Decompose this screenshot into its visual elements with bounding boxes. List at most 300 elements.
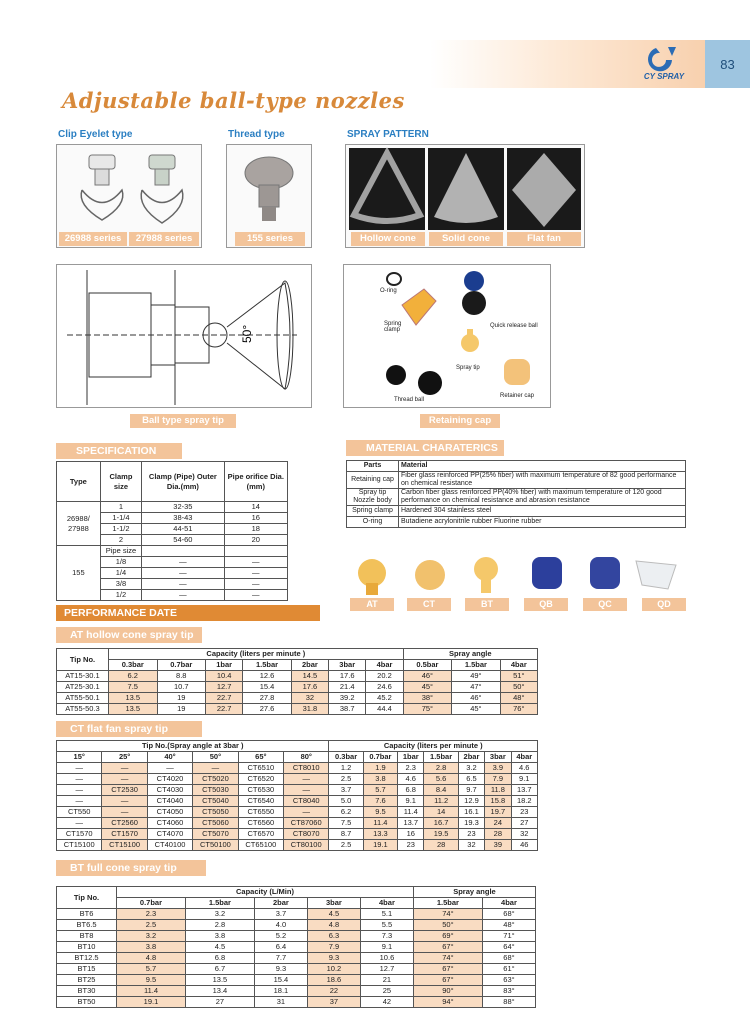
pressure-header: 4bar <box>511 752 537 763</box>
table-cell: 38-43 <box>142 513 224 524</box>
table-cell: 10.6 <box>360 953 413 964</box>
table-cell: 38° <box>403 693 452 704</box>
table-cell: 10.2 <box>307 964 360 975</box>
material-part: O-ring <box>347 517 399 528</box>
table-cell: 18.6 <box>307 975 360 986</box>
table-cell: 49° <box>452 671 501 682</box>
table-cell: 3.8 <box>117 942 186 953</box>
table-cell: 48° <box>482 920 535 931</box>
table-cell: — <box>224 568 287 579</box>
table-cell: 15.8 <box>485 796 511 807</box>
table-cell: BT15 <box>57 964 117 975</box>
table-cell: 9.1 <box>360 942 413 953</box>
table-cell: BT6 <box>57 909 117 920</box>
angle-header: 50° <box>193 752 238 763</box>
table-cell: CT1570 <box>57 829 102 840</box>
table-cell: — <box>284 785 329 796</box>
table-cell: — <box>224 579 287 590</box>
table-cell: 9.3 <box>254 964 307 975</box>
table-cell: 7.9 <box>307 942 360 953</box>
table-row <box>57 986 536 997</box>
table-cell: 9.1 <box>398 796 424 807</box>
table-cell: 45° <box>403 682 452 693</box>
table-cell: 32-35 <box>142 502 224 513</box>
table-row <box>57 953 536 964</box>
table-cell: CT8070 <box>284 829 329 840</box>
table-row <box>57 920 536 931</box>
table-cell: 5.6 <box>424 774 458 785</box>
table-row <box>57 909 536 920</box>
caption-solid: Solid cone <box>429 232 503 246</box>
table-cell: 25 <box>360 986 413 997</box>
material-part: Spring clamp <box>347 506 399 517</box>
table-row <box>57 975 536 986</box>
table-cell: 9.7 <box>458 785 484 796</box>
table-cell: 22.7 <box>206 704 243 715</box>
table-cell: 64° <box>482 942 535 953</box>
caption-hollow: Hollow cone <box>351 232 425 246</box>
clip-eyelet-label: Clip Eyelet type <box>58 129 133 140</box>
table-cell: 6.8 <box>398 785 424 796</box>
table-cell: 1-1/2 <box>100 524 141 535</box>
table-cell: BT8 <box>57 931 117 942</box>
table-cell: CT6540 <box>238 796 283 807</box>
table-cell: 12.7 <box>206 682 243 693</box>
table-cell: CT4040 <box>147 796 192 807</box>
table-cell: 5.2 <box>254 931 307 942</box>
table-cell: CT15100 <box>57 840 102 851</box>
table-cell: 9.5 <box>117 975 186 986</box>
table-cell: 45° <box>452 704 501 715</box>
table-cell: 6.4 <box>254 942 307 953</box>
pressure-header: 1.5bar <box>413 898 482 909</box>
caption-26988: 26988 series <box>59 232 127 246</box>
clip-eyelet-image <box>57 145 201 233</box>
table-cell: 47° <box>452 682 501 693</box>
pressure-header: 1bar <box>398 752 424 763</box>
table-cell: 11.4 <box>117 986 186 997</box>
at-title: AT hollow cone spray tip <box>56 627 202 643</box>
material-desc: Fiber glass reinforced PP(25% fiber) with maximum temperature of 82 good performance on chemical resistance <box>399 472 686 489</box>
table-cell: 2.5 <box>329 840 363 851</box>
table-cell: 18 <box>224 524 287 535</box>
spray-pattern-images <box>346 145 584 233</box>
table-row <box>57 785 538 796</box>
pressure-header: 4bar <box>500 660 537 671</box>
table-cell: 4.8 <box>117 953 186 964</box>
caption-ball-tip: Ball type spray tip <box>130 414 236 428</box>
table-cell: — <box>193 763 238 774</box>
bt-angle-header: Spray angle <box>413 887 535 898</box>
pressure-header: 1.5bar <box>452 660 501 671</box>
table-cell: 19.3 <box>458 818 484 829</box>
spray-pattern-label: SPRAY PATTERN <box>347 129 429 140</box>
caption-27988: 27988 series <box>129 232 199 246</box>
table-cell: 21 <box>360 975 413 986</box>
table-cell: 13.3 <box>363 829 397 840</box>
table-row <box>57 942 536 953</box>
table-cell: 19 <box>157 704 206 715</box>
tip-gallery <box>346 551 686 613</box>
table-cell: 16 <box>224 513 287 524</box>
material-part: Retaining cap <box>347 472 399 489</box>
table-cell: 28 <box>424 840 458 851</box>
table-cell: 37 <box>307 997 360 1008</box>
page-title: Adjustable ball-type nozzles <box>62 88 405 113</box>
table-cell: 14 <box>424 807 458 818</box>
pressure-header: 4bar <box>366 660 403 671</box>
tip-label-ct: CT <box>407 598 451 611</box>
table-cell: CT4060 <box>147 818 192 829</box>
table-cell: 5.5 <box>360 920 413 931</box>
table-cell: 20 <box>224 535 287 546</box>
pressure-header: 0.3bar <box>109 660 158 671</box>
table-cell: — <box>224 557 287 568</box>
table-cell: 8.7 <box>329 829 363 840</box>
pressure-header: 4bar <box>482 898 535 909</box>
bt-table <box>56 886 536 1008</box>
table-cell: 31.8 <box>291 704 328 715</box>
table-cell: 8.4 <box>424 785 458 796</box>
angle-header: 65° <box>238 752 283 763</box>
table-cell: 18.1 <box>254 986 307 997</box>
table-cell: 13.4 <box>185 986 254 997</box>
table-cell: 2.8 <box>185 920 254 931</box>
table-cell: 13.5 <box>109 693 158 704</box>
clip-eyelet-photo <box>56 144 202 248</box>
table-row <box>57 931 536 942</box>
table-cell: 11.4 <box>363 818 397 829</box>
table-cell: 13.5 <box>109 704 158 715</box>
table-cell: CT6510 <box>238 763 283 774</box>
table-cell: 68° <box>482 953 535 964</box>
table-cell: 2.5 <box>329 774 363 785</box>
table-cell: 20.2 <box>366 671 403 682</box>
bt-title: BT full cone spray tip <box>56 860 206 876</box>
at-tip-header: Tip No. <box>57 649 109 671</box>
table-cell: 5.7 <box>363 785 397 796</box>
table-cell: 54-60 <box>142 535 224 546</box>
table-cell: CT6550 <box>238 807 283 818</box>
table-cell: CT4050 <box>147 807 192 818</box>
page-number: 83 <box>705 40 750 88</box>
table-cell: 19 <box>157 693 206 704</box>
table-cell: 10.4 <box>206 671 243 682</box>
table-cell: 32 <box>458 840 484 851</box>
table-cell: 14 <box>224 502 287 513</box>
spray-angle-label: 50° <box>240 324 254 343</box>
table-cell: — <box>57 785 102 796</box>
table-cell: CT6520 <box>238 774 283 785</box>
table-cell: 17.6 <box>291 682 328 693</box>
table-row <box>57 796 538 807</box>
table-cell: 1-1/4 <box>100 513 141 524</box>
table-cell: CT4030 <box>147 785 192 796</box>
table-cell: BT50 <box>57 997 117 1008</box>
table-cell: 4.6 <box>398 774 424 785</box>
angle-header: 15° <box>57 752 102 763</box>
table-cell: CT5070 <box>193 829 238 840</box>
table-cell: 19.5 <box>424 829 458 840</box>
cy-spray-logo <box>628 44 700 84</box>
table-cell: CT15100 <box>102 840 147 851</box>
table-cell: CT6560 <box>238 818 283 829</box>
pressure-header: 2bar <box>291 660 328 671</box>
thread-type-label: Thread type <box>228 129 285 140</box>
table-cell: CT550 <box>57 807 102 818</box>
table-cell: 94° <box>413 997 482 1008</box>
table-cell: 23 <box>398 840 424 851</box>
table-cell: 67° <box>413 964 482 975</box>
table-cell: 4.5 <box>185 942 254 953</box>
performance-title: PERFORMANCE DATE <box>56 605 320 621</box>
label-oring: O-ring <box>380 288 397 294</box>
table-cell: — <box>57 774 102 785</box>
table-cell: 13.7 <box>511 785 537 796</box>
pipe-size-label: Pipe size <box>100 546 141 557</box>
pressure-header: 4bar <box>360 898 413 909</box>
table-cell: 4.8 <box>307 920 360 931</box>
table-cell: 16.1 <box>458 807 484 818</box>
table-row <box>57 774 538 785</box>
table-cell: 90° <box>413 986 482 997</box>
table-row <box>57 763 538 774</box>
table-cell: — <box>284 807 329 818</box>
table-cell: — <box>102 763 147 774</box>
label-spraytip: Spray tip <box>456 365 480 371</box>
table-cell: BT6.5 <box>57 920 117 931</box>
table-row <box>57 840 538 851</box>
pressure-header: 2bar <box>458 752 484 763</box>
table-cell: — <box>142 568 224 579</box>
logo-mark-icon <box>628 44 700 74</box>
ct-tip-header: Tip No.(Spray angle at 3bar ) <box>57 741 329 752</box>
pressure-header: 1.5bar <box>243 660 292 671</box>
tip-label-bt: BT <box>465 598 509 611</box>
pressure-header: 1bar <box>206 660 243 671</box>
tip-label-qc: QC <box>583 598 627 611</box>
table-cell: AT25-30.1 <box>57 682 109 693</box>
material-header: Parts <box>347 461 399 472</box>
ct-capacity-header: Capacity (liters per minute ) <box>329 741 538 752</box>
material-title: MATERIAL CHARATERICS <box>346 440 504 456</box>
table-cell: CT40100 <box>147 840 192 851</box>
thread-nozzle-image <box>227 145 311 233</box>
spec-header: Clamp (Pipe) Outer Dia.(mm) <box>142 462 224 502</box>
table-cell: 39.2 <box>329 693 366 704</box>
table-cell: 44.4 <box>366 704 403 715</box>
table-cell: 6.2 <box>329 807 363 818</box>
tip-label-at: AT <box>350 598 394 611</box>
table-cell: 18.2 <box>511 796 537 807</box>
table-cell: 14.5 <box>291 671 328 682</box>
table-cell: CT4020 <box>147 774 192 785</box>
material-desc: Carbon fiber glass reinforced PP(40% fiber) with maximum temperature of 120 good performance on chemical resistance and abrasion resistance <box>399 489 686 506</box>
spray-pattern-photo <box>345 144 585 248</box>
table-cell: 44-51 <box>142 524 224 535</box>
table-cell: 3.2 <box>117 931 186 942</box>
table-cell: 19.7 <box>485 807 511 818</box>
table-cell: 12.7 <box>360 964 413 975</box>
table-row <box>57 818 538 829</box>
table-cell: 19.1 <box>363 840 397 851</box>
table-cell: 7.9 <box>485 774 511 785</box>
table-row <box>57 807 538 818</box>
table-cell: CT8010 <box>284 763 329 774</box>
table-cell: 38.7 <box>329 704 366 715</box>
table-cell: — <box>102 796 147 807</box>
table-cell: 22 <box>307 986 360 997</box>
bt-capacity-header: Capacity (L/Min) <box>117 887 414 898</box>
table-cell: 2.3 <box>117 909 186 920</box>
table-cell: 27.6 <box>243 704 292 715</box>
table-cell: 4.6 <box>511 763 537 774</box>
table-cell: 45.2 <box>366 693 403 704</box>
table-cell: 11.2 <box>424 796 458 807</box>
table-cell: 1/2 <box>100 590 141 601</box>
table-cell: 51° <box>500 671 537 682</box>
spec-table <box>56 461 288 601</box>
spec-header: Clamp size <box>100 462 141 502</box>
table-cell: 21.4 <box>329 682 366 693</box>
table-cell: 3.7 <box>254 909 307 920</box>
table-cell: 28 <box>485 829 511 840</box>
table-cell: 16.7 <box>424 818 458 829</box>
table-cell: 27.8 <box>243 693 292 704</box>
exploded-view <box>343 264 551 408</box>
table-cell: 7.3 <box>360 931 413 942</box>
spec-type-b: 155 <box>57 546 101 601</box>
table-cell: 10.7 <box>157 682 206 693</box>
at-angle-header: Spray angle <box>403 649 537 660</box>
table-cell: CT5050 <box>193 807 238 818</box>
ct-title: CT flat fan spray tip <box>56 721 202 737</box>
table-cell: CT5020 <box>193 774 238 785</box>
table-cell: 1 <box>100 502 141 513</box>
spec-title: SPECIFICATION <box>56 443 182 459</box>
table-cell: CT87060 <box>284 818 329 829</box>
table-cell: 3.2 <box>185 909 254 920</box>
table-cell: — <box>224 590 287 601</box>
table-cell: 3.8 <box>363 774 397 785</box>
table-cell: 7.5 <box>329 818 363 829</box>
table-cell: 67° <box>413 975 482 986</box>
angle-header: 40° <box>147 752 192 763</box>
table-cell: 46 <box>511 840 537 851</box>
table-cell: BT30 <box>57 986 117 997</box>
spec-header: Type <box>57 462 101 502</box>
material-header: Material <box>399 461 686 472</box>
table-cell: 5.1 <box>360 909 413 920</box>
table-cell: 46° <box>452 693 501 704</box>
table-cell: 1/8 <box>100 557 141 568</box>
angle-header: 80° <box>284 752 329 763</box>
material-table <box>346 460 686 528</box>
table-cell: 4.5 <box>307 909 360 920</box>
table-cell: 1.9 <box>363 763 397 774</box>
caption-retaining: Retaining cap <box>420 414 500 428</box>
angle-header: 25° <box>102 752 147 763</box>
table-cell: 88° <box>482 997 535 1008</box>
exploded-view-svg <box>344 265 550 407</box>
table-cell: 3.8 <box>185 931 254 942</box>
table-cell: 9.1 <box>511 774 537 785</box>
table-row <box>57 704 538 715</box>
table-cell: — <box>142 590 224 601</box>
table-cell: CT80100 <box>284 840 329 851</box>
table-cell: — <box>102 807 147 818</box>
table-cell: 32 <box>291 693 328 704</box>
table-cell: 48° <box>500 693 537 704</box>
spec-header: Pipe orifice Dia.(mm) <box>224 462 287 502</box>
table-cell: CT5030 <box>193 785 238 796</box>
table-cell: 27 <box>185 997 254 1008</box>
table-cell: CT6530 <box>238 785 283 796</box>
table-cell: BT25 <box>57 975 117 986</box>
table-cell: — <box>102 774 147 785</box>
table-cell: 3.2 <box>458 763 484 774</box>
table-cell: 13.5 <box>185 975 254 986</box>
table-cell: 46° <box>403 671 452 682</box>
table-cell: 4.0 <box>254 920 307 931</box>
table-row <box>57 829 538 840</box>
label-threadball: Thread ball <box>394 397 425 403</box>
table-cell: 75° <box>403 704 452 715</box>
table-cell: CT2530 <box>102 785 147 796</box>
table-cell: CT4070 <box>147 829 192 840</box>
pressure-header: 3bar <box>307 898 360 909</box>
ct-table <box>56 740 538 851</box>
spec-type-a: 26988/ 27988 <box>57 502 101 546</box>
pressure-header: 0.7bar <box>117 898 186 909</box>
table-cell: 5.7 <box>117 964 186 975</box>
table-cell: 32 <box>511 829 537 840</box>
table-cell: 22.7 <box>206 693 243 704</box>
table-cell: 74° <box>413 909 482 920</box>
table-cell: 6.8 <box>185 953 254 964</box>
table-cell: 83° <box>482 986 535 997</box>
thread-type-photo <box>226 144 312 248</box>
pressure-header: 2bar <box>254 898 307 909</box>
table-cell: 1.2 <box>329 763 363 774</box>
table-cell: 8.8 <box>157 671 206 682</box>
table-cell: 7.6 <box>363 796 397 807</box>
material-part: Spray tip Nozzle body <box>347 489 399 506</box>
table-cell: BT10 <box>57 942 117 953</box>
pressure-header: 3bar <box>329 660 366 671</box>
table-cell: 19.1 <box>117 997 186 1008</box>
table-cell: AT55-50.3 <box>57 704 109 715</box>
table-cell: 1/4 <box>100 568 141 579</box>
label-retainer: Retainer cap <box>500 393 535 399</box>
table-cell: — <box>142 557 224 568</box>
table-cell: 9.5 <box>363 807 397 818</box>
table-cell: 2.5 <box>117 920 186 931</box>
table-cell: 50° <box>500 682 537 693</box>
table-cell: 16 <box>398 829 424 840</box>
table-cell: 7.5 <box>109 682 158 693</box>
table-cell: — <box>57 818 102 829</box>
table-cell: 9.3 <box>307 953 360 964</box>
table-cell: 11.4 <box>398 807 424 818</box>
pressure-header: 1.5bar <box>185 898 254 909</box>
bt-tip-header: Tip No. <box>57 887 117 909</box>
table-cell: 24 <box>485 818 511 829</box>
pressure-header: 0.5bar <box>403 660 452 671</box>
table-cell: CT65100 <box>238 840 283 851</box>
pressure-header: 0.7bar <box>363 752 397 763</box>
table-cell: AT15-30.1 <box>57 671 109 682</box>
